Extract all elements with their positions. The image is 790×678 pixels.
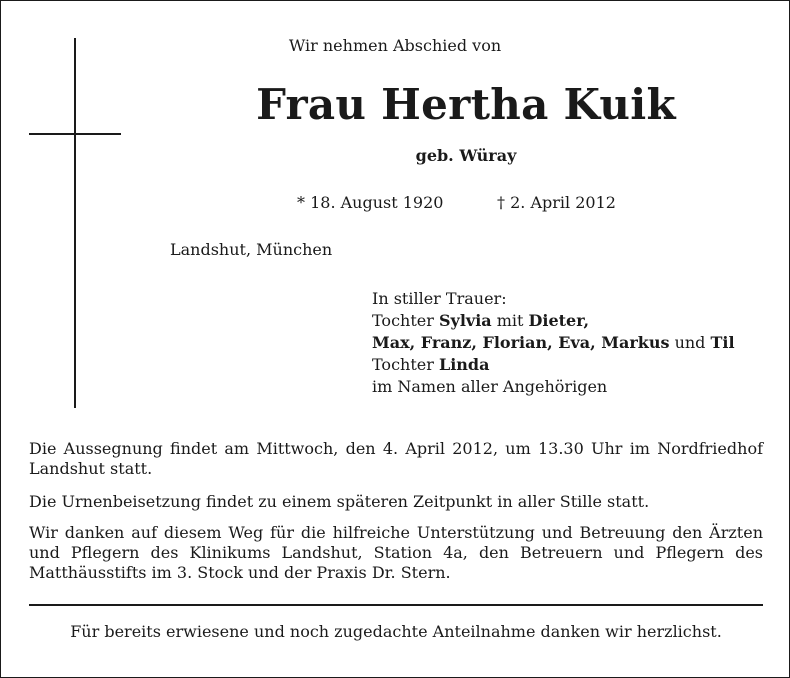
deceased-name: Frau Hertha Kuik: [256, 80, 676, 129]
bold-name: Sylvia: [438, 311, 492, 330]
place-names: Landshut, München: [170, 240, 333, 259]
bold-name: Dieter,: [528, 311, 590, 330]
maiden-name: geb. Würay: [415, 146, 517, 165]
text-span: mit: [491, 311, 529, 330]
bold-name: Linda: [438, 355, 490, 374]
intro-text: Wir nehmen Abschied von: [288, 36, 502, 55]
text-span: und: [669, 333, 711, 352]
mourners-line-3: [372, 354, 735, 376]
divider: [29, 604, 763, 606]
mourners-block: [372, 288, 735, 398]
text-span: Tochter: [372, 355, 439, 374]
paragraph-thanks: Wir danken auf diesem Weg für die hilfreiche Unterstützung und Betreuung den Ärzten und Pflegern des Klinikums Landshut, Station 4a, den Betreuern und Pflegern des Matthäusstifts im 3. Stock und der Praxis Dr. Stern.: [29, 523, 763, 582]
mourners-line-1: [372, 310, 735, 332]
death-date: † 2. April 2012: [497, 193, 616, 212]
bold-name: Til: [710, 333, 735, 352]
birth-date: * 18. August 1920: [297, 193, 444, 212]
mourners-line-2: [372, 332, 735, 354]
text-span: Tochter: [372, 311, 439, 330]
mourners-line-4: im Namen aller Angehörigen: [372, 377, 608, 396]
closing-line: Für bereits erwiesene und noch zugedachte Anteilnahme danken wir herzlichst.: [70, 622, 722, 641]
bold-name: Max, Franz, Florian, Eva, Markus: [372, 333, 670, 352]
mourners-heading: In stiller Trauer:: [372, 289, 507, 308]
paragraph-funeral-service: Die Aussegnung findet am Mittwoch, den 4. April 2012, um 13.30 Uhr im Nordfriedhof Landshut statt.: [29, 439, 763, 478]
cross-icon-horizontal: [29, 133, 121, 135]
paragraph-urn-burial: Die Urnenbeisetzung findet zu einem späteren Zeitpunkt in aller Stille statt.: [29, 492, 650, 511]
